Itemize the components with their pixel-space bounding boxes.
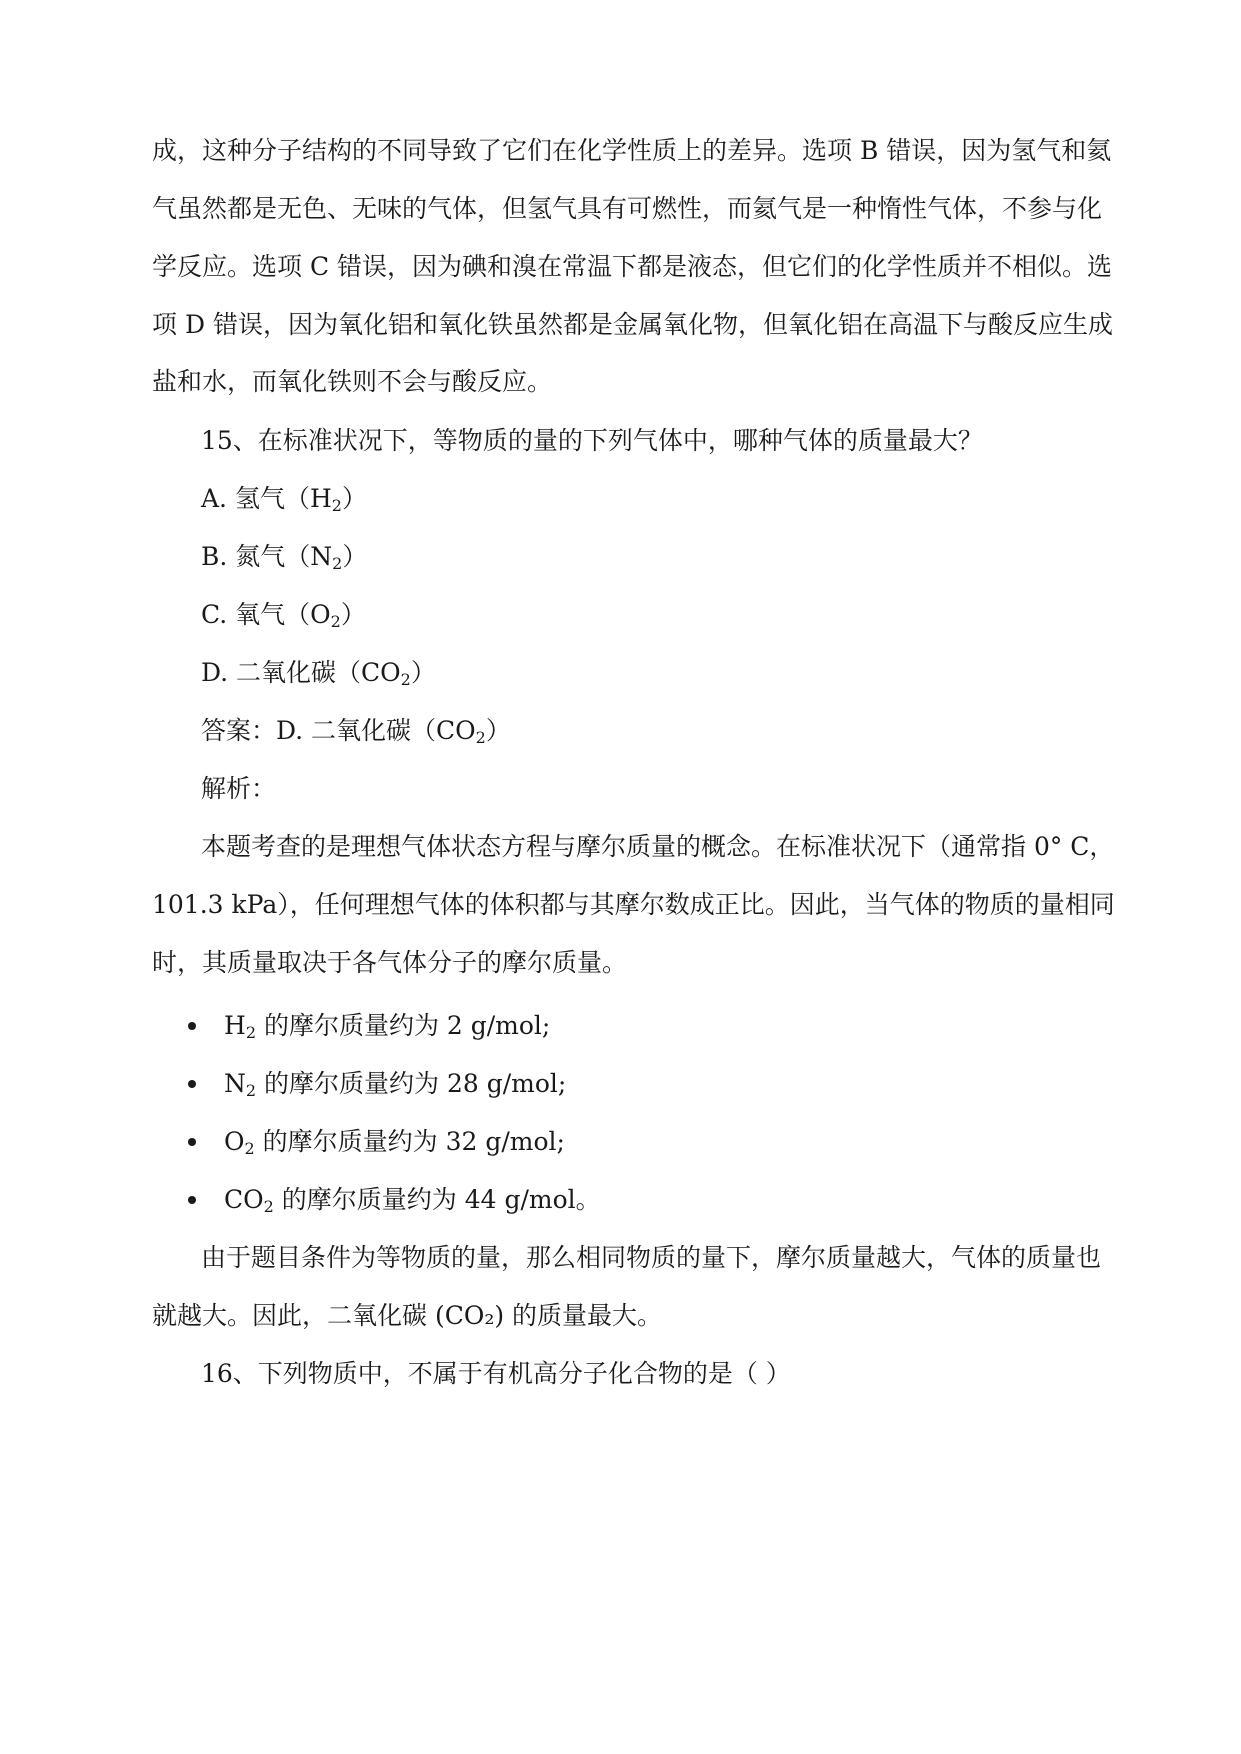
bullet-item-co2: $CO_2$ 的摩尔质量约为 44 g/mol。 [224,1185,601,1216]
analysis-label: 解析： [201,774,277,803]
paragraph-line: 气虽然都是无色、无味的气体，但氢气具有可燃性，而氦气是一种惰性气体，不参与化 [152,194,1103,223]
bullet-icon [188,1080,196,1088]
conclusion-line: 由于题目条件为等物质的量，那么相同物质的量下，摩尔质量越大，气体的质量也 [201,1243,1102,1272]
paragraph-line: 盐和水，而氧化铁则不会与酸反应。 [152,367,553,396]
bullet-item-h2: $H_2$ 的摩尔质量约为 2 g/mol; [224,1011,551,1042]
answer-line: 答案：D. 二氧化碳$(CO_2)$ [201,716,511,747]
question-15-text: 15、在标准状况下，等物质的量的下列气体中，哪种气体的质量最大？ [201,426,983,455]
bullet-item-o2: $O_2$ 的摩尔质量约为 32 g/mol; [224,1127,565,1158]
bullet-icon [188,1022,196,1030]
option-c: C. 氧气$(O_2)$ [201,600,366,631]
bullet-item-n2: $N_2$ 的摩尔质量约为 28 g/mol; [224,1069,567,1100]
option-d: D. 二氧化碳$(CO_2)$ [201,658,436,689]
paragraph-line: 成，这种分子结构的不同导致了它们在化学性质上的差异。选项 B 错误，因为氢气和氦 [152,136,1112,165]
analysis-line: 本题考查的是理想气体状态方程与摩尔质量的概念。在标准状况下（通常指 0° C， [201,832,1115,861]
analysis-line: 101.3 kPa），任何理想气体的体积都与其摩尔数成正比。因此，当气体的物质的量相同 [152,890,1115,919]
option-a: A. 氢气$(H_2)$ [201,484,367,515]
conclusion-line: 就越大。因此，二氧化碳 (CO₂) 的质量最大。 [152,1301,663,1330]
analysis-line: 时，其质量取决于各气体分子的摩尔质量。 [152,948,628,977]
paragraph-line: 项 D 错误，因为氧化铝和氧化铁虽然都是金属氧化物，但氧化铝在高温下与酸反应生成 [152,310,1113,339]
bullet-icon [188,1196,196,1204]
option-b: B. 氮气$(N_2)$ [201,542,368,573]
bullet-icon [188,1138,196,1146]
question-16-text: 16、下列物质中，不属于有机高分子化合物的是（ ） [201,1359,791,1388]
paragraph-line: 学反应。选项 C 错误，因为碘和溴在常温下都是液态，但它们的化学性质并不相似。选 [152,252,1113,281]
